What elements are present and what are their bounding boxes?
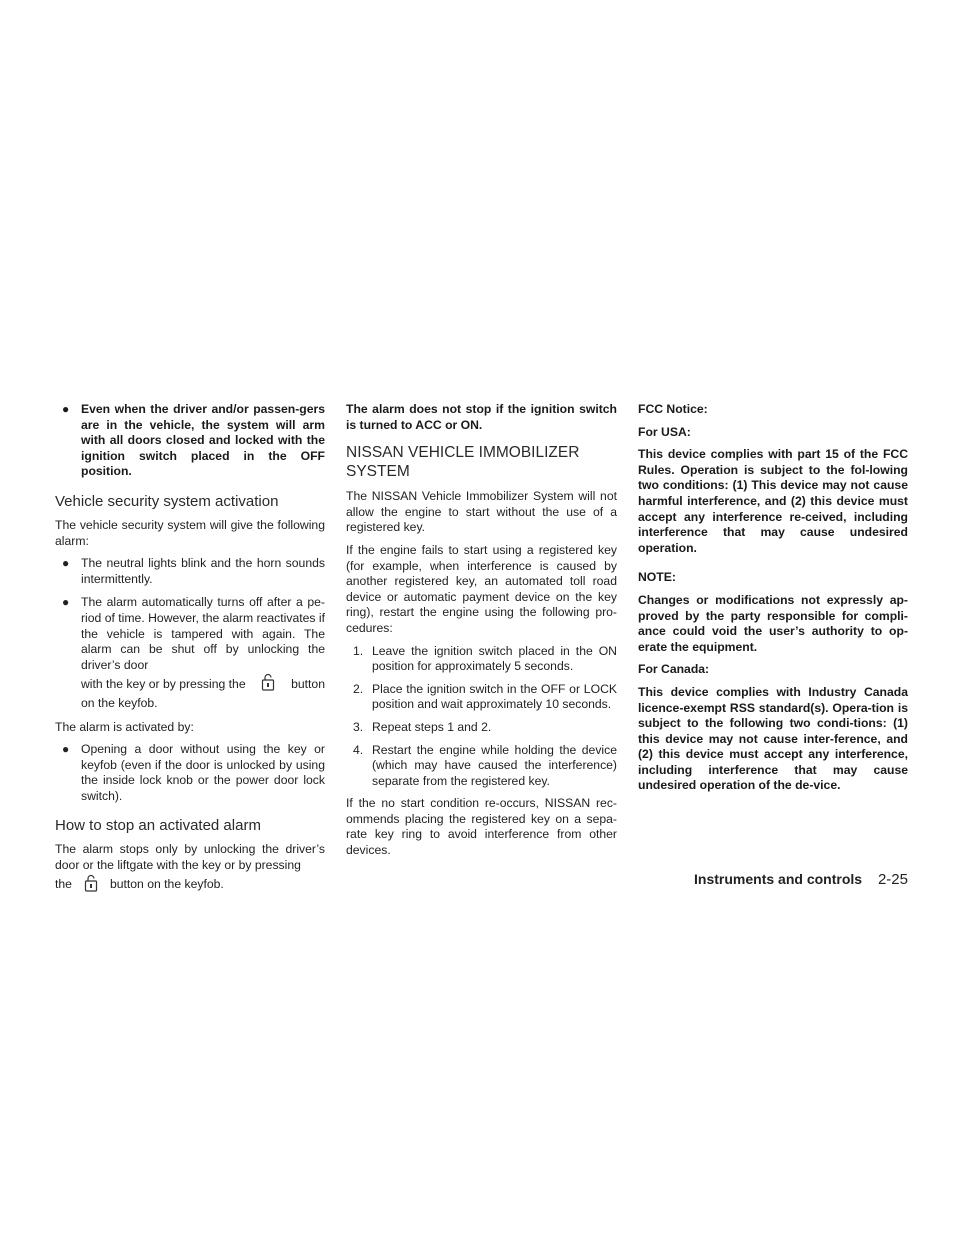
lock-button-icon — [84, 874, 98, 897]
activated-by: The alarm is activated by: — [55, 719, 194, 734]
step-number: 2. — [353, 681, 364, 696]
fcc-notice-label: FCC Notice: — [638, 402, 708, 416]
step-number: 4. — [353, 742, 364, 757]
list-item — [346, 743, 617, 790]
column-right — [638, 402, 908, 801]
step-text: Leave the ignition switch placed in the ON position for approximately 5 seconds. — [372, 643, 617, 674]
list-item — [55, 595, 325, 711]
activated-item-1: Opening a door without using the key or keyfob (even if the door is unlocked by using the inside lock knob or the power door lock switch). — [81, 742, 325, 803]
list-item — [55, 556, 325, 587]
canada-text: This device complies with Industry Canada licence-exempt RSS standard(s). Opera-tion is subject to the following two condi-tions: (1) this device may not cause inter-ference, and (2) this device must accept any interference, including interference that may cause undesired operation of the de-vice. — [638, 684, 908, 793]
note-label: NOTE: — [638, 570, 676, 585]
list-item — [346, 682, 617, 713]
list-item — [55, 402, 325, 480]
stop-text-a: The alarm stops only by unlocking the driver’s door or the liftgate with the key or by pressing — [55, 842, 325, 873]
alarm-list — [55, 556, 325, 711]
activation-intro: The vehicle security system will give the following alarm: — [55, 517, 325, 548]
for-canada-label: For Canada: — [638, 662, 710, 677]
page-number: 2-25 — [877, 871, 908, 888]
bullet-text: Even when the driver and/or passen-gers are in the vehicle, the system will arm with all doors closed and locked with the ignition switch placed in the OFF position. — [81, 402, 325, 479]
column-left — [55, 402, 325, 896]
list-item — [346, 644, 617, 675]
immobilizer-intro: The NISSAN Vehicle Immobilizer System will not allow the engine to start without the use of a registered key. — [346, 489, 617, 535]
alarm-item-2: The alarm automatically turns off after a pe-riod of time. However, the alarm reactivates if the vehicle is tampered with again. The alarm can be shut off by unlocking the driver’s door — [81, 595, 325, 672]
alarm-item-2-tail-a: with the key or by pressing the — [81, 676, 246, 691]
fail-text: If the engine fails to start using a registered key (for example, when interference is caused by another registered key, an automated toll road device or automatic payment device on the key ring), restart the engine using the following pro-cedures: — [346, 542, 617, 635]
lock-button-icon — [261, 673, 275, 696]
page-footer — [694, 871, 908, 888]
bullet-icon: ● — [62, 402, 70, 416]
step-text: Repeat steps 1 and 2. — [372, 719, 492, 734]
stop-text-b: the — [55, 877, 72, 892]
step-number: 1. — [353, 643, 364, 658]
stop-text-icon-line — [55, 874, 325, 897]
heading-activation: Vehicle security system activation — [55, 492, 279, 510]
note-text: Changes or modifications not expressly ap-proved by the party responsible for compli-ance could void the user’s authority to op-erate the equipment. — [638, 592, 908, 654]
step-text: Restart the engine while holding the device (which may have caused the interference) separate from the registered key. — [372, 742, 617, 788]
bold-note: The alarm does not stop if the ignition switch is turned to ACC or ON. — [346, 402, 617, 432]
list-item — [346, 720, 617, 736]
usa-text: This device complies with part 15 of the FCC Rules. Operation is subject to the fol-lowing two conditions: (1) This device may not cause harmful interference, and (2) this device must accept any interference re-ceived, including interference that may cause undesired operation. — [638, 447, 908, 555]
footer-section-title: Instruments and controls — [694, 871, 863, 887]
alarm-item-2-tail-c: on the keyfob. — [81, 695, 158, 710]
steps-list — [346, 644, 617, 790]
stop-text — [55, 842, 325, 873]
reoccur-text: If the no start condition re-occurs, NISSAN rec-ommends placing the registered key on a sepa-rate key ring to avoid interference from other devices. — [346, 796, 617, 858]
list-item — [55, 742, 325, 804]
stop-text-c: button on the keyfob. — [109, 877, 224, 892]
heading-stop: How to stop an activated alarm — [55, 817, 261, 835]
alarm-item-1: The neutral lights blink and the horn sounds intermittently. — [81, 556, 325, 586]
for-usa-label: For USA: — [638, 424, 691, 439]
alarm-item-2-icon-line — [81, 673, 325, 696]
bullet-icon: ● — [62, 556, 70, 571]
heading-immobilizer: NISSAN VEHICLE IMMOBILIZER SYSTEM — [346, 444, 580, 481]
column-middle — [346, 402, 617, 866]
top-bullet-list — [55, 402, 325, 480]
step-number: 3. — [353, 719, 364, 734]
alarm-item-2-tail-b: button — [291, 676, 325, 691]
bullet-icon: ● — [62, 742, 70, 757]
step-text: Place the ignition switch in the OFF or LOCK position and wait approximately 10 seconds. — [372, 681, 617, 712]
bullet-icon: ● — [62, 595, 70, 610]
activated-list — [55, 742, 325, 804]
